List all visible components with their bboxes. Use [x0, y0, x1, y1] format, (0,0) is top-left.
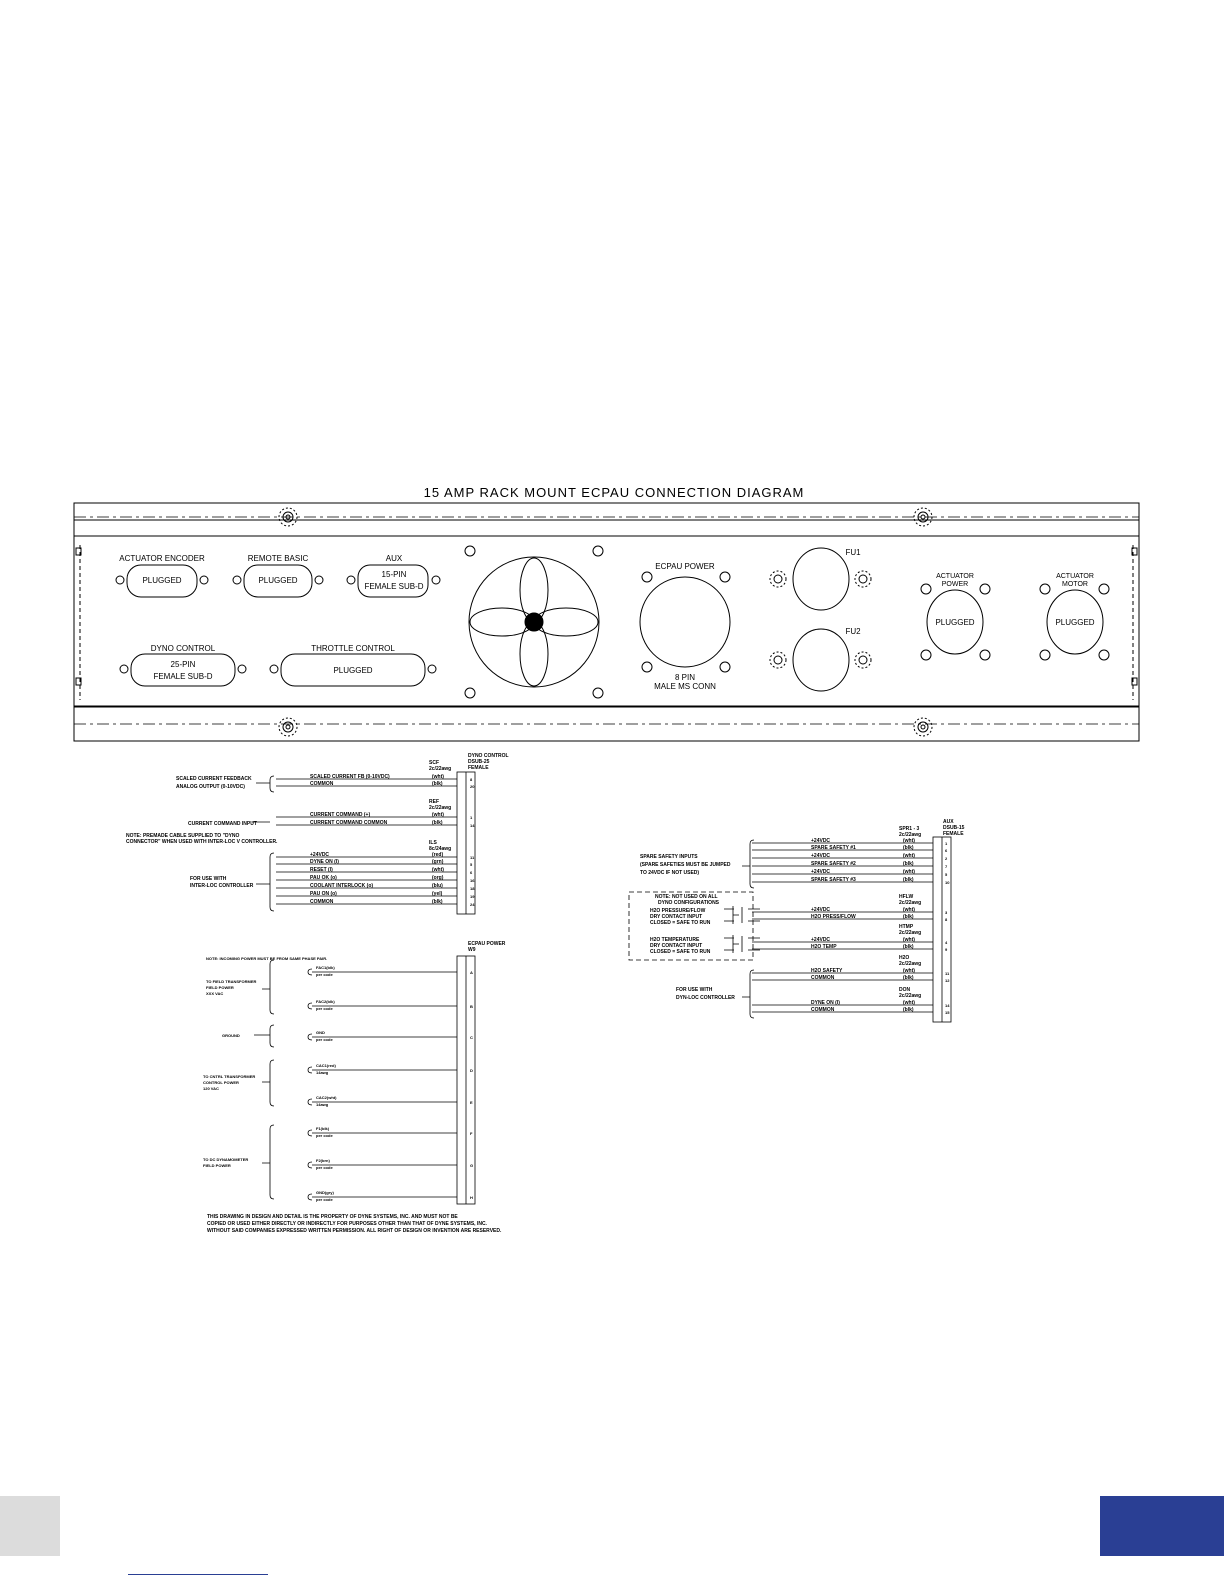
dyno-wire-pin: 8	[470, 777, 473, 782]
current-cmd-desc: CURRENT COMMAND INPUT	[188, 821, 257, 827]
dyno-desc-2: FIELD POWER	[203, 1163, 231, 1168]
power-note: NOTE: INCOMING POWER MUST BE FROM SAME PHASE PAIR.	[206, 956, 328, 961]
dyno-header-2: DSUB-25	[468, 759, 490, 765]
aux-wire-row	[752, 853, 948, 861]
dyno-header-1: DYNO CONTROL	[468, 753, 509, 759]
hflw-cable: 2c/22awg	[899, 900, 922, 906]
dyno-control-line1: 25-PIN	[170, 660, 196, 669]
aux-wire-pin: 9	[945, 947, 948, 952]
aux-wire-row	[752, 869, 948, 877]
power-wire-pin: G	[470, 1163, 474, 1168]
power-wire-pin: D	[470, 1068, 473, 1073]
temp-desc-2: DRY CONTACT INPUT	[650, 943, 703, 949]
ref-cable: 2c/22awg	[429, 805, 452, 811]
aux-wire-color: (blk)	[903, 975, 914, 981]
aux-wire-color: (blk)	[903, 861, 914, 867]
disclaimer-line-3: WITHOUT SAID COMPANIES EXPRESSED WRITTEN PERMISSION. ALL RIGHT OF DESIGN OR INVENTION ARE RESERVED.	[207, 1228, 502, 1234]
aux-wire-pin: 11	[945, 971, 950, 976]
dyno-control-connector	[120, 644, 246, 686]
actuator-encoder-status: PLUGGED	[142, 576, 182, 585]
don-label: DON	[899, 987, 911, 993]
actuator-power-line2: POWER	[941, 581, 969, 588]
actuator-motor-line1: ACTUATOR	[1056, 573, 1094, 580]
fuse-fu2	[770, 627, 871, 691]
power-wire-list	[308, 965, 473, 1202]
premade-note-1: NOTE: PREMADE CABLE SUPPLIED TO "DYNO	[126, 833, 240, 839]
rack-panel	[74, 503, 1139, 741]
aux-wire-row	[752, 861, 948, 869]
power-wire-pin: B	[470, 1004, 473, 1009]
aux-wire-name: DYNE ON (I)	[811, 1000, 840, 1006]
interloc-desc-2: INTER-LOC CONTROLLER	[190, 883, 254, 889]
power-wire-row	[308, 965, 473, 977]
aux-wire-name: +24VDC	[811, 838, 831, 844]
dynloc-desc-1: FOR USE WITH	[676, 987, 713, 993]
dyno-wire-row	[276, 883, 475, 891]
dyno-wire-name: RESET (I)	[310, 867, 333, 873]
ecpau-power-wiring	[203, 941, 506, 1204]
aux-wire-pin: 5	[945, 872, 948, 877]
aux-wire-color: (wht)	[903, 907, 915, 913]
aux-wire-color: (wht)	[903, 968, 915, 974]
aux-wire-pin: 12	[945, 978, 950, 983]
dyno-wire-row	[276, 781, 475, 789]
ground-desc: GROUND	[222, 1033, 240, 1038]
dyno-wire-color: (blk)	[432, 781, 443, 787]
aux-wire-color: (blk)	[903, 914, 914, 920]
htmp-label: HTMP	[899, 924, 914, 930]
don-cable: 2c/22awg	[899, 993, 922, 999]
aux-wire-pin: 7	[945, 864, 948, 869]
actuator-power-status: PLUGGED	[935, 618, 975, 627]
power-wire-name: GND	[316, 1030, 325, 1035]
dyno-wire-pin: 20	[470, 784, 475, 789]
dyno-wire-row	[276, 875, 475, 883]
dyno-wire-row	[276, 891, 475, 899]
aux-wire-name: +24VDC	[811, 937, 831, 943]
dyno-wire-name: +24VDC	[310, 852, 330, 858]
aux-wire-color: (blk)	[903, 877, 914, 883]
hflw-label: HFLW	[899, 894, 914, 900]
dyno-wire-pin: 18	[470, 886, 475, 891]
aux-wire-name: COMMON	[811, 975, 835, 981]
power-wire-name: FAC1(blk)	[316, 965, 335, 970]
dyno-wire-color: (org)	[432, 875, 444, 881]
aux-wire-name: SPARE SAFETY #2	[811, 861, 856, 867]
spare-desc-3: TO 24VDC IF NOT USED)	[640, 870, 700, 876]
dyno-wire-color: (wht)	[432, 774, 444, 780]
ref-label: REF	[429, 799, 439, 805]
aux-wire-pin: 10	[945, 880, 950, 885]
ecpau-power-connector	[640, 562, 730, 691]
dyno-wire-color: (blk)	[432, 899, 443, 905]
ecpau-power-label: ECPAU POWER	[655, 562, 715, 571]
note-box-1: NOTE: NOT USED ON ALL	[655, 894, 718, 900]
interloc-desc-1: FOR USE WITH	[190, 876, 227, 882]
power-wire-gauge: per code	[316, 1197, 333, 1202]
dyno-wire-color: (blu)	[432, 883, 443, 889]
power-wire-name: F1(blk)	[316, 1126, 330, 1131]
dyno-wire-name: COMMON	[310, 899, 334, 905]
aux-label: AUX	[385, 554, 403, 563]
dyno-control-label: DYNO CONTROL	[150, 644, 216, 653]
aux-wire-pin: 15	[945, 1010, 950, 1015]
aux-wire-name: H2O PRESS/FLOW	[811, 914, 856, 920]
dyno-desc-1: TO DC DYNAMOMETER	[203, 1157, 249, 1162]
field-desc-1: TO FIELD TRANSFORMER	[206, 979, 257, 984]
actuator-motor-status: PLUGGED	[1055, 618, 1095, 627]
power-wire-gauge: 14awg	[316, 1102, 329, 1107]
dyno-wire-row	[276, 859, 473, 867]
power-header-2: W9	[468, 947, 476, 953]
power-wire-row	[308, 999, 473, 1011]
power-wire-row	[308, 1030, 473, 1042]
power-wire-gauge: per code	[316, 1037, 333, 1042]
footer-gray-block	[0, 1496, 60, 1556]
aux-wiring	[629, 819, 965, 1022]
aux-wire-color: (blk)	[903, 944, 914, 950]
dyno-wire-name: COOLANT INTERLOCK (o)	[310, 883, 374, 889]
power-wire-pin: A	[470, 970, 473, 975]
aux-wire-color: (wht)	[903, 838, 915, 844]
actuator-motor-line2: MOTOR	[1062, 581, 1088, 588]
spr-cable: 2c/22awg	[899, 832, 922, 838]
aux-header-1: AUX	[943, 819, 954, 825]
ctrl-desc-3: 120 VAC	[203, 1086, 219, 1091]
aux-wire-pin: 3	[945, 910, 948, 915]
aux-wire-pin: 14	[945, 1003, 950, 1008]
dyno-wire-color: (grn)	[432, 859, 444, 865]
h2o-label: H2O	[899, 955, 910, 961]
rack-screw	[914, 718, 932, 736]
dyno-wire-color: (yel)	[432, 891, 443, 897]
actuator-motor-connector	[1040, 573, 1109, 660]
dyno-wire-pin: 14	[470, 823, 475, 828]
aux-wire-row	[752, 975, 950, 983]
dyno-wire-pin: 1	[470, 815, 473, 820]
fuse-fu1	[770, 548, 871, 610]
power-wire-pin: H	[470, 1195, 473, 1200]
aux-wire-row	[752, 937, 948, 945]
switch-icon	[724, 906, 760, 924]
actuator-power-line1: ACTUATOR	[936, 573, 974, 580]
aux-wire-pin: 8	[945, 917, 948, 922]
premade-note-2: CONNECTOR" WHEN USED WITH INTER-LOC V CONTROLLER.	[126, 839, 278, 845]
power-wire-row	[308, 1158, 473, 1170]
throttle-control-connector	[270, 644, 436, 686]
aux-wire-name: H2O TEMP	[811, 944, 837, 950]
aux-wire-row	[752, 944, 948, 952]
throttle-control-status: PLUGGED	[333, 666, 373, 675]
field-desc-3: XXX VAC	[206, 991, 224, 996]
dyno-wire-name: PAU ON (o)	[310, 891, 337, 897]
dyno-wire-name: DYNE ON (I)	[310, 859, 339, 865]
ils-label: ILS	[429, 840, 437, 846]
temp-desc-3: CLOSED = SAFE TO RUN	[650, 949, 711, 955]
actuator-encoder-label: ACTUATOR ENCODER	[119, 554, 205, 563]
power-wire-name: CAC1(red)	[316, 1063, 336, 1068]
dyno-wire-row	[276, 867, 473, 875]
aux-wire-row	[752, 1007, 950, 1015]
aux-header-2: DSUB-15	[943, 825, 965, 831]
aux-wire-color: (blk)	[903, 845, 914, 851]
aux-wire-pin: 4	[945, 940, 948, 945]
power-wire-pin: C	[470, 1035, 473, 1040]
aux-wire-row	[752, 914, 948, 922]
power-header-1: ECPAU POWER	[468, 941, 506, 947]
aux-wire-color: (wht)	[903, 853, 915, 859]
power-wire-name: GND(gry)	[316, 1190, 334, 1195]
dyno-control-line2: FEMALE SUB-D	[153, 672, 213, 681]
dyno-wire-pin: 19	[470, 894, 475, 899]
power-wire-row	[308, 1063, 473, 1075]
scf-cable: 2c/22awg	[429, 766, 452, 772]
dyno-wire-row	[276, 899, 475, 907]
power-wire-gauge: per code	[316, 972, 333, 977]
aux-wire-name: +24VDC	[811, 853, 831, 859]
dyno-wire-color: (blk)	[432, 820, 443, 826]
temp-desc-1: H2O TEMPERATURE	[650, 937, 700, 943]
aux-wire-name: H2O SAFETY	[811, 968, 843, 974]
ecpau-power-line2: MALE MS CONN	[654, 682, 716, 691]
aux-wire-row	[752, 968, 950, 976]
aux-line1: 15-PIN	[381, 570, 407, 579]
remote-basic-label: REMOTE BASIC	[247, 554, 309, 563]
dyno-wire-color: (red)	[432, 852, 444, 858]
diagram-title: 15 AMP RACK MOUNT ECPAU CONNECTION DIAGRAM	[423, 485, 805, 500]
aux-wire-name: +24VDC	[811, 869, 831, 875]
aux-wire-row	[752, 877, 950, 885]
dyno-header-3: FEMALE	[468, 765, 489, 771]
note-box-2: DYNO CONFIGURATIONS	[658, 900, 720, 906]
spare-desc-2: (SPARE SAFETIES MUST BE JUMPED	[640, 862, 731, 868]
ils-cable: 8c/24awg	[429, 846, 452, 852]
power-wire-name: FAC2(blk)	[316, 999, 335, 1004]
aux-wire-color: (blk)	[903, 1007, 914, 1013]
dyno-wire-pin: 5	[470, 862, 473, 867]
dyno-wire-name: COMMON	[310, 781, 334, 787]
remote-basic-status: PLUGGED	[258, 576, 298, 585]
dyno-wire-row	[276, 812, 473, 820]
dyno-wire-name: CURRENT COMMAND (+)	[310, 812, 371, 818]
spr-label: SPR1 - 3	[899, 826, 920, 832]
fu2-label: FU2	[845, 627, 861, 636]
power-wire-name: F2(brn)	[316, 1158, 330, 1163]
power-wire-row	[308, 1095, 473, 1107]
htmp-cable: 2c/22awg	[899, 930, 922, 936]
power-wire-pin: F	[470, 1131, 473, 1136]
power-wire-gauge: per code	[316, 1133, 333, 1138]
ctrl-desc-1: TO CNTRL TRANSFORMER	[203, 1074, 256, 1079]
dynloc-desc-2: DYN-LOC CONTROLLER	[676, 995, 735, 1001]
dyno-wire-row	[276, 852, 475, 860]
disclaimer-line-2: COPIED OR USED EITHER DIRECTLY OR INDIRECTLY FOR PURPOSES OTHER THAN THAT OF DYNE SYSTEMS, INC.	[207, 1221, 487, 1227]
scaled-feedback-desc-1: SCALED CURRENT FEEDBACK	[176, 776, 252, 782]
aux-wire-pin: 1	[945, 841, 948, 846]
aux-wire-row	[752, 1000, 950, 1008]
scf-label: SCF	[429, 760, 439, 766]
switch-icon	[724, 935, 760, 953]
dyno-wire-pin: 6	[470, 870, 473, 875]
aux-wire-pin: 6	[945, 848, 948, 853]
dyno-wire-pin: 11	[470, 855, 475, 860]
disclaimer-line-1: THIS DRAWING IN DESIGN AND DETAIL IS THE PROPERTY OF DYNE SYSTEMS, INC. AND MUST NOT BE	[207, 1214, 458, 1220]
field-desc-2: FIELD POWER	[206, 985, 234, 990]
aux-wire-color: (wht)	[903, 869, 915, 875]
aux-wire-pin: 2	[945, 856, 948, 861]
dyno-wire-pin: 24	[470, 902, 475, 907]
actuator-power-connector	[921, 573, 990, 660]
ctrl-desc-2: CONTROL POWER	[203, 1080, 239, 1085]
power-wire-gauge: per code	[316, 1006, 333, 1011]
dyno-wire-row	[276, 820, 475, 828]
ecpau-power-line1: 8 PIN	[674, 673, 696, 682]
aux-wire-color: (wht)	[903, 937, 915, 943]
spare-desc-1: SPARE SAFETY INPUTS	[640, 854, 698, 860]
remote-basic-connector	[233, 554, 323, 597]
dyno-wire-name: PAU OK (o)	[310, 875, 337, 881]
pressure-desc-2: DRY CONTACT INPUT	[650, 914, 703, 920]
throttle-control-label: THROTTLE CONTROL	[311, 644, 395, 653]
power-wire-gauge: per code	[316, 1165, 333, 1170]
dyno-wire-color: (wht)	[432, 867, 444, 873]
power-wire-name: CAC2(wht)	[316, 1095, 337, 1100]
actuator-encoder-connector	[116, 554, 208, 597]
pressure-desc-3: CLOSED = SAFE TO RUN	[650, 920, 711, 926]
dyno-wire-color: (wht)	[432, 812, 444, 818]
aux-wire-row	[752, 845, 948, 853]
aux-wire-name: SPARE SAFETY #3	[811, 877, 856, 883]
dyno-wire-pin: 16	[470, 878, 475, 883]
aux-connector	[347, 554, 440, 597]
h2o-cable: 2c/22awg	[899, 961, 922, 967]
footer-accent-block	[1100, 1496, 1224, 1556]
dyno-wire-row	[276, 774, 473, 782]
fan-icon	[465, 546, 603, 698]
power-wire-pin: E	[470, 1100, 473, 1105]
aux-wire-color: (wht)	[903, 1000, 915, 1006]
scaled-feedback-desc-2: ANALOG OUTPUT (0-10VDC)	[176, 784, 245, 790]
aux-line2: FEMALE SUB-D	[364, 582, 424, 591]
aux-header-3: FEMALE	[943, 831, 964, 837]
footer-link-underline	[128, 1574, 268, 1575]
dyno-wire-list	[276, 774, 475, 907]
power-wire-row	[308, 1190, 473, 1202]
aux-wire-name: COMMON	[811, 1007, 835, 1013]
fu1-label: FU1	[845, 548, 861, 557]
power-wire-gauge: 14awg	[316, 1070, 329, 1075]
aux-wire-name: +24VDC	[811, 907, 831, 913]
rack-screw	[279, 718, 297, 736]
aux-wire-name: SPARE SAFETY #1	[811, 845, 856, 851]
dyno-wire-name: SCALED CURRENT FB (0-10VDC)	[310, 774, 390, 780]
aux-wire-list	[752, 838, 950, 1015]
dyno-wire-name: CURRENT COMMAND COMMON	[310, 820, 388, 826]
power-wire-row	[308, 1126, 473, 1138]
pressure-desc-1: H2O PRESSURE/FLOW	[650, 908, 706, 914]
